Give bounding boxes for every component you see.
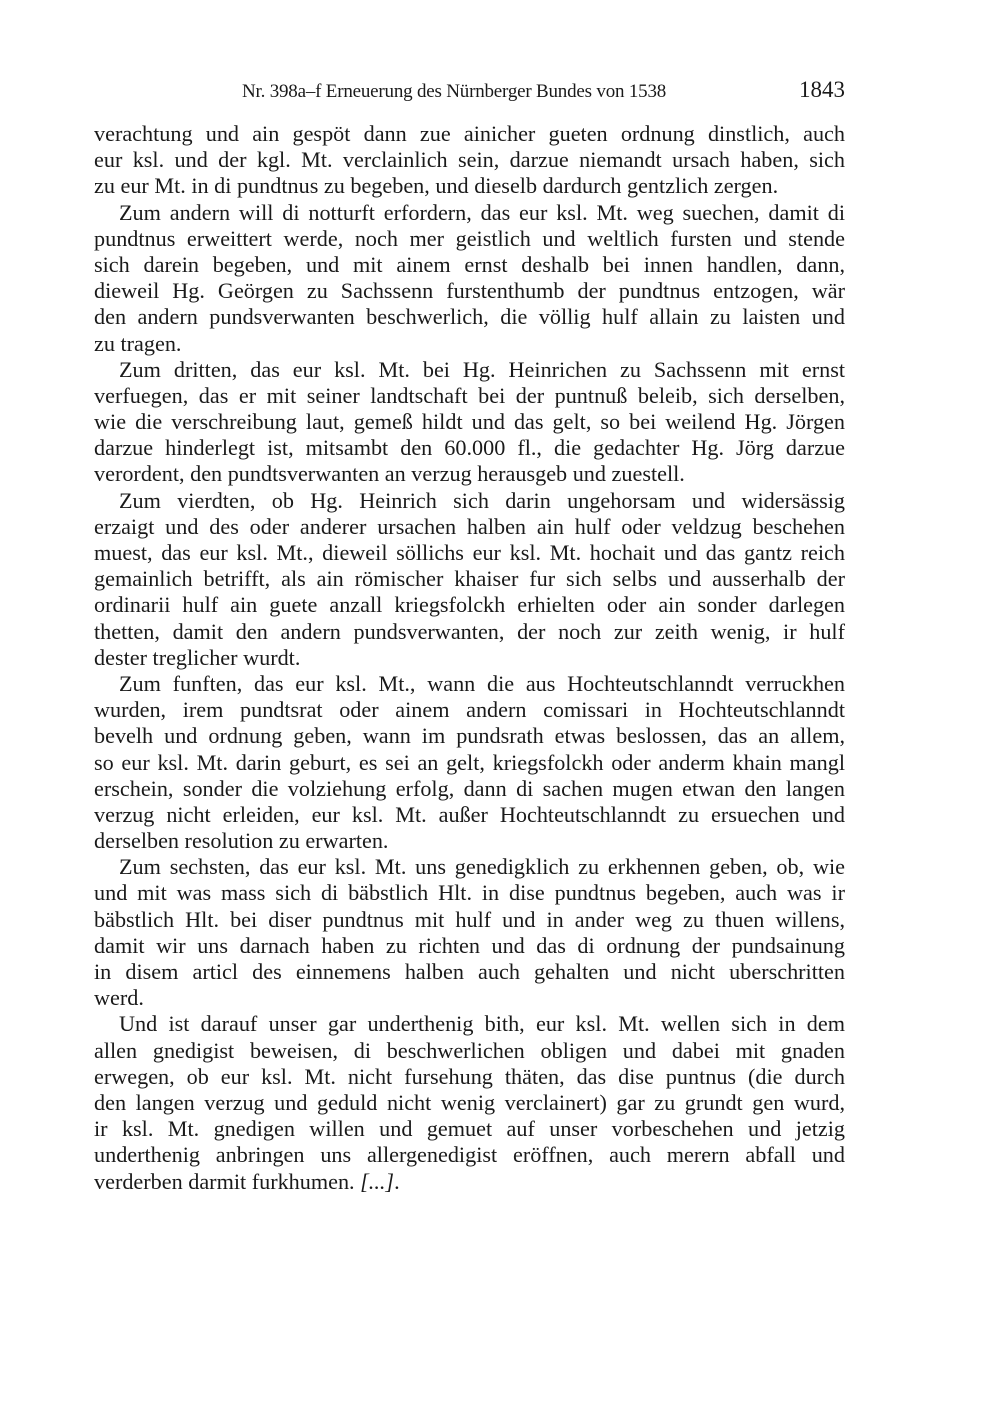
- text-line: Zum funften, das eur ksl. Mt., wann die aus Hochteutschlanndt verruckhen: [119, 670, 845, 696]
- text-line: erzaigt und des oder anderer ursachen halben ain hulf oder veldzug beschehen: [94, 513, 845, 539]
- text-line: pundtnus erweittert werde, noch mer geistlich und weltlich fursten und stende: [94, 225, 845, 251]
- final-period: .: [394, 1168, 400, 1194]
- text-line: darzue hinderlegt ist, mitsambt den 60.000 fl., die gedachter Hg. Jörg darzue: [94, 435, 845, 461]
- text-line: dieweil Hg. Geörgen zu Sachssenn furstenthumb der pundtnus entzogen, wär: [94, 278, 845, 304]
- final-line-text: verderben darmit furkhumen.: [94, 1168, 355, 1194]
- text-line: so eur ksl. Mt. darin geburt, es sei an gelt, kriegsfolckh oder anderm khain mangl: [94, 749, 845, 775]
- text-line: zu eur Mt. in di pundtnus zu begeben, und dieselb dardurch gentzlich zergen.: [94, 173, 779, 199]
- paragraph-zum-funften: [94, 671, 845, 854]
- text-line: verfuegen, das er mit seiner landtschaft bei der puntnuß beleib, sich derselben,: [94, 382, 845, 408]
- text-line: derselben resolution zu erwarten.: [94, 828, 389, 854]
- paragraph-zum-andern: [94, 200, 845, 357]
- text-line: erschein, sonder die volziehung erfolg, dann di sachen mugen etwan den langen: [94, 775, 845, 801]
- text-line: in disem articl des einnemens halben auch gehalten und nicht uberschritten: [94, 959, 845, 984]
- text-line: bäbstlich Hlt. bei diser pundtnus mit hulf und in ander weg zu thuen willens,: [94, 906, 845, 932]
- text-line: Und ist darauf unser gar underthenig bith, eur ksl. Mt. wellen sich in dem: [119, 1011, 845, 1037]
- text-line: gemainlich betrifft, als ain römischer khaiser fur sich selbs und ausserhalb der: [94, 566, 845, 592]
- text-line: wie die verschreibung laut, gemeß hildt und das gelt, so bei weilend Hg. Jörgen: [94, 409, 845, 435]
- text-line: zu tragen.: [94, 330, 182, 356]
- text-line: dester treglicher wurdt.: [94, 644, 301, 670]
- text-line: den andern pundsverwanten beschwerlich, die völlig hulf allain zu laisten und: [94, 304, 845, 330]
- text-line: verzug nicht erleiden, eur ksl. Mt. außer Hochteutschlanndt zu ersuechen und: [94, 801, 845, 827]
- text-line: allen gnedigist beweisen, di beschwerlichen obligen und dabei mit gnaden: [94, 1037, 845, 1063]
- text-line: den langen verzug und geduld nicht wenig verclainert) gar zu grundt gen wurd,: [94, 1089, 845, 1115]
- text-line: muest, das eur ksl. Mt., dieweil söllichs eur ksl. Mt. hochait und das gantz reich: [94, 540, 845, 565]
- omission-mark: [...]: [360, 1168, 395, 1194]
- text-line: sich darein begeben, und mit ainem ernst deshalb bei innen handlen, dann,: [94, 251, 845, 277]
- paragraph-zum-vierdten: [94, 488, 845, 671]
- text-line: ordinarii hulf ain guete anzall kriegsfolckh erhielten oder ain sonder darlegen: [94, 592, 845, 618]
- text-line: bevelh und ordnung geben, wann im pundsrath etwas beslossen, das an allem,: [94, 723, 845, 749]
- text-line: und mit was mass sich di bäbstlich Hlt. in dise pundtnus begeben, auch was ir: [94, 880, 845, 906]
- paragraph-zum-sechsten: [94, 854, 845, 1011]
- text-line: Zum andern will di notturft erfordern, das eur ksl. Mt. weg suechen, damit di: [119, 199, 845, 225]
- paragraph-closing-request: [94, 1011, 845, 1194]
- body-text: [94, 121, 845, 1195]
- paragraph-zum-dritten: [94, 357, 845, 488]
- text-line: ir ksl. Mt. gnedigen willen und gemuet auf unser vorbeschehen und jetzig: [94, 1116, 845, 1142]
- text-line: Zum vierdten, ob Hg. Heinrich sich darin ungehorsam und widersässig: [119, 487, 845, 513]
- text-line: Zum dritten, das eur ksl. Mt. bei Hg. Heinrichen zu Sachssenn mit ernst: [119, 356, 845, 382]
- text-line: underthenig anbringen uns allergenedigist eröffnen, auch merern abfall und: [94, 1142, 845, 1168]
- running-header: [94, 79, 845, 107]
- text-line: Zum sechsten, das eur ksl. Mt. uns genedigklich zu erkhennen geben, ob, wie: [119, 854, 845, 880]
- paragraph-continuation: [94, 121, 845, 200]
- text-line: thetten, damit den andern pundsverwanten, der noch zur zeith wenig, ir hulf: [94, 618, 845, 644]
- page-number: 1843: [799, 77, 845, 102]
- text-line-final: [94, 1169, 845, 1195]
- text-line: werd.: [94, 985, 144, 1011]
- text-line: verordent, den pundtsverwanten an verzug herausgeb und zuestell.: [94, 461, 685, 487]
- header-title: Nr. 398a–f Erneuerung des Nürnberger Bundes von 1538: [242, 81, 667, 102]
- text-line: verachtung und ain gespöt dann zue ainicher gueten ordnung dinstlich, auch: [94, 121, 845, 146]
- text-line: wurden, irem pundtsrat oder ainem andern comissari in Hochteutschlanndt: [94, 697, 845, 723]
- text-line: erwegen, ob eur ksl. Mt. nicht fursehung thäten, das dise puntnus (die durch: [94, 1063, 845, 1089]
- text-line: damit wir uns darnach haben zu richten und das di ordnung der pundsainung: [94, 932, 845, 958]
- text-line: eur ksl. und der kgl. Mt. verclainlich sein, darzue niemandt ursach haben, sich: [94, 147, 845, 173]
